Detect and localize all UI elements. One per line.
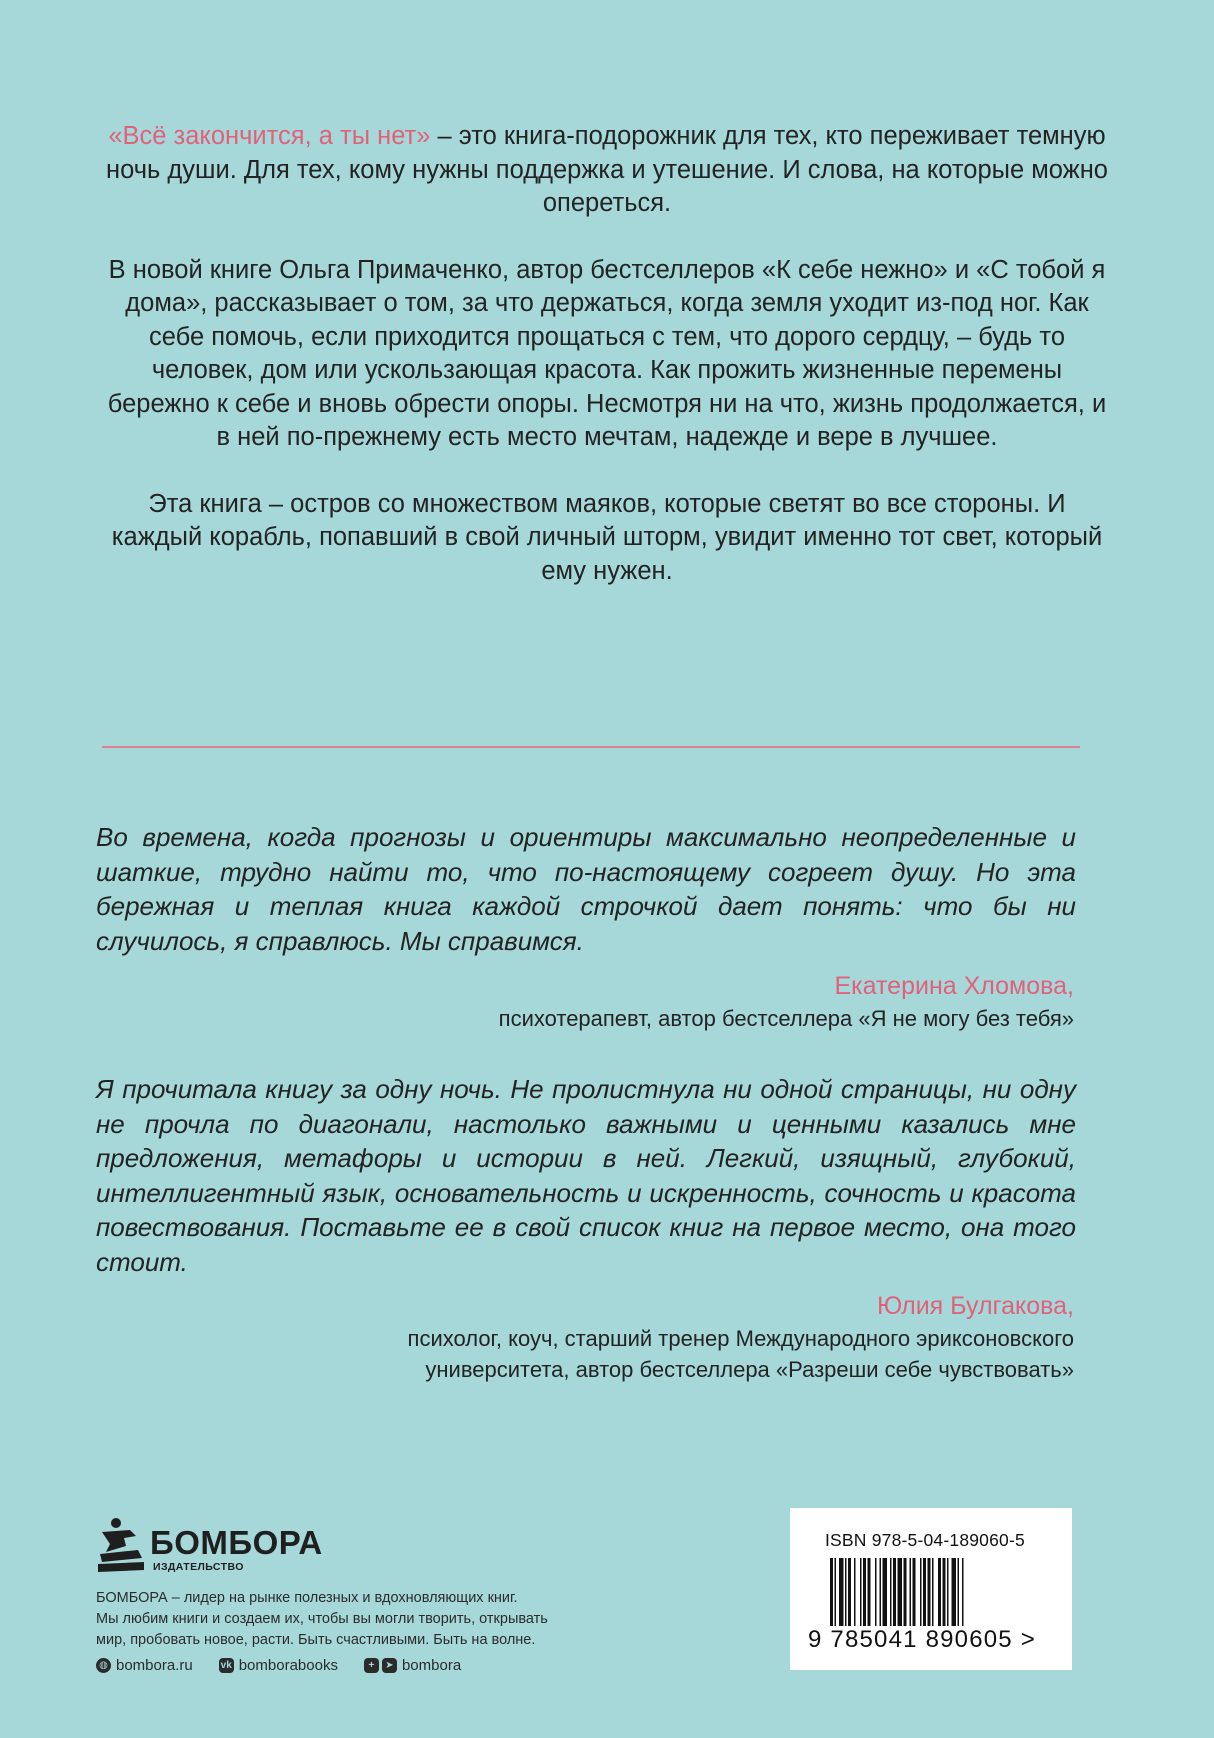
publisher-tagline [96, 1588, 656, 1651]
social-website-link[interactable] [96, 1657, 193, 1674]
social-label: bomborabooks [238, 1656, 338, 1674]
review-attribution-1 [499, 970, 1074, 1034]
publisher-logo-word: БОМБОРА [150, 1524, 323, 1561]
review-attribution-2 [408, 1290, 1074, 1385]
publisher-socials [96, 1654, 487, 1676]
book-annotation [100, 120, 1114, 621]
reviewer-role: психолог, коуч, старший тренер Международного эриксоновского [407, 1326, 1074, 1351]
social-label: bombora.ru [116, 1656, 193, 1674]
annotation-paragraph-1-text: – это книга-подорожник для тех, кто переживает темную ночь души. Для тех, кому нужны поддержка и утешение. И слова, на которые можно опереться. [106, 122, 1108, 217]
annotation-paragraph-3: Эта книга – остров со множеством маяков, которые светят во все стороны. И каждый корабль, попавший в свой личный шторм, увидит именно тот свет, который ему нужен. [111, 489, 1103, 585]
publisher-logo-subtitle: ИЗДАТЕЛЬСТВО [153, 1561, 244, 1573]
social-label: bombora [401, 1656, 462, 1674]
book-title-quote: «Всё закончится, а ты нет» [108, 122, 431, 150]
reviewer-role-continued: университета, автор бестселлера «Разреши себе чувствовать» [425, 1357, 1074, 1382]
review-quote-2: Я прочитала книгу за одну ночь. Не пролистнула ни одной страницы, ни одну не прочла по диагонали, настолько важными и ценными казались мне предложения, метафоры и истории в ней. Легкий, изящный, глубокий, интеллигентный язык, основательность и искренность, сочность и красота повествования. Поставьте ее в свой список книг на первое место, она того стоит. [96, 1074, 1076, 1277]
annotation-paragraph-2: В новой книге Ольга Примаченко, автор бестселлеров «К себе нежно» и «С тобой я дома», рассказывает о том, за что держаться, когда земля уходит из-под ног. Как себе помочь, если приходится прощаться с тем, что дорого сердцу, – будь то человек, дом или ускользающая красота. Как прожить жизненные перемены бережно к себе и вновь обрести опоры. Несмотря ни на что, жизнь продолжается, и в ней по-прежнему есть место мечтам, надежде и вере в лучшее. [107, 255, 1107, 451]
annotation-paragraph-1 [100, 120, 1114, 221]
isbn-label: ISBN 978-5-04-189060-5 [825, 1530, 1025, 1550]
isbn-digits: 9 785041 890605 > [808, 1626, 1036, 1653]
review-quote-1: Во времена, когда прогнозы и ориентиры максимально неопределенные и шаткие, трудно найти то, что по-настоящему согреет душу. Но эта бережная и теплая книга каждой строчкой дает понять: что бы ни случилось, я справлюсь. Мы справимся. [96, 822, 1076, 956]
globe-icon: ◍ [96, 1658, 111, 1673]
publisher-logo [96, 1516, 323, 1578]
vk-icon: vk [220, 1659, 232, 1671]
telegram-icon: ➤ [382, 1658, 397, 1673]
social-telegram-link[interactable] [364, 1657, 461, 1674]
social-vk-link[interactable] [219, 1657, 338, 1674]
tagline-line: мир, пробовать новое, расти. Быть счастливыми. Быть на волне. [96, 1632, 536, 1648]
section-divider [102, 746, 1080, 748]
tagline-line: БОМБОРА – лидер на рынке полезных и вдохновляющих книг. [96, 1590, 518, 1606]
tagline-line: Мы любим книги и создаем их, чтобы вы могли творить, открывать [96, 1611, 548, 1627]
reviewer-name: Екатерина Хломова, [834, 972, 1074, 1000]
plus-icon: + [364, 1658, 379, 1673]
reviewer-role: психотерапевт, автор бестселлера «Я не могу без тебя» [498, 1006, 1074, 1031]
publisher-emblem-icon [96, 1516, 148, 1578]
reviewer-name: Юлия Булгакова, [876, 1292, 1074, 1320]
isbn-barcode-box [790, 1508, 1072, 1670]
